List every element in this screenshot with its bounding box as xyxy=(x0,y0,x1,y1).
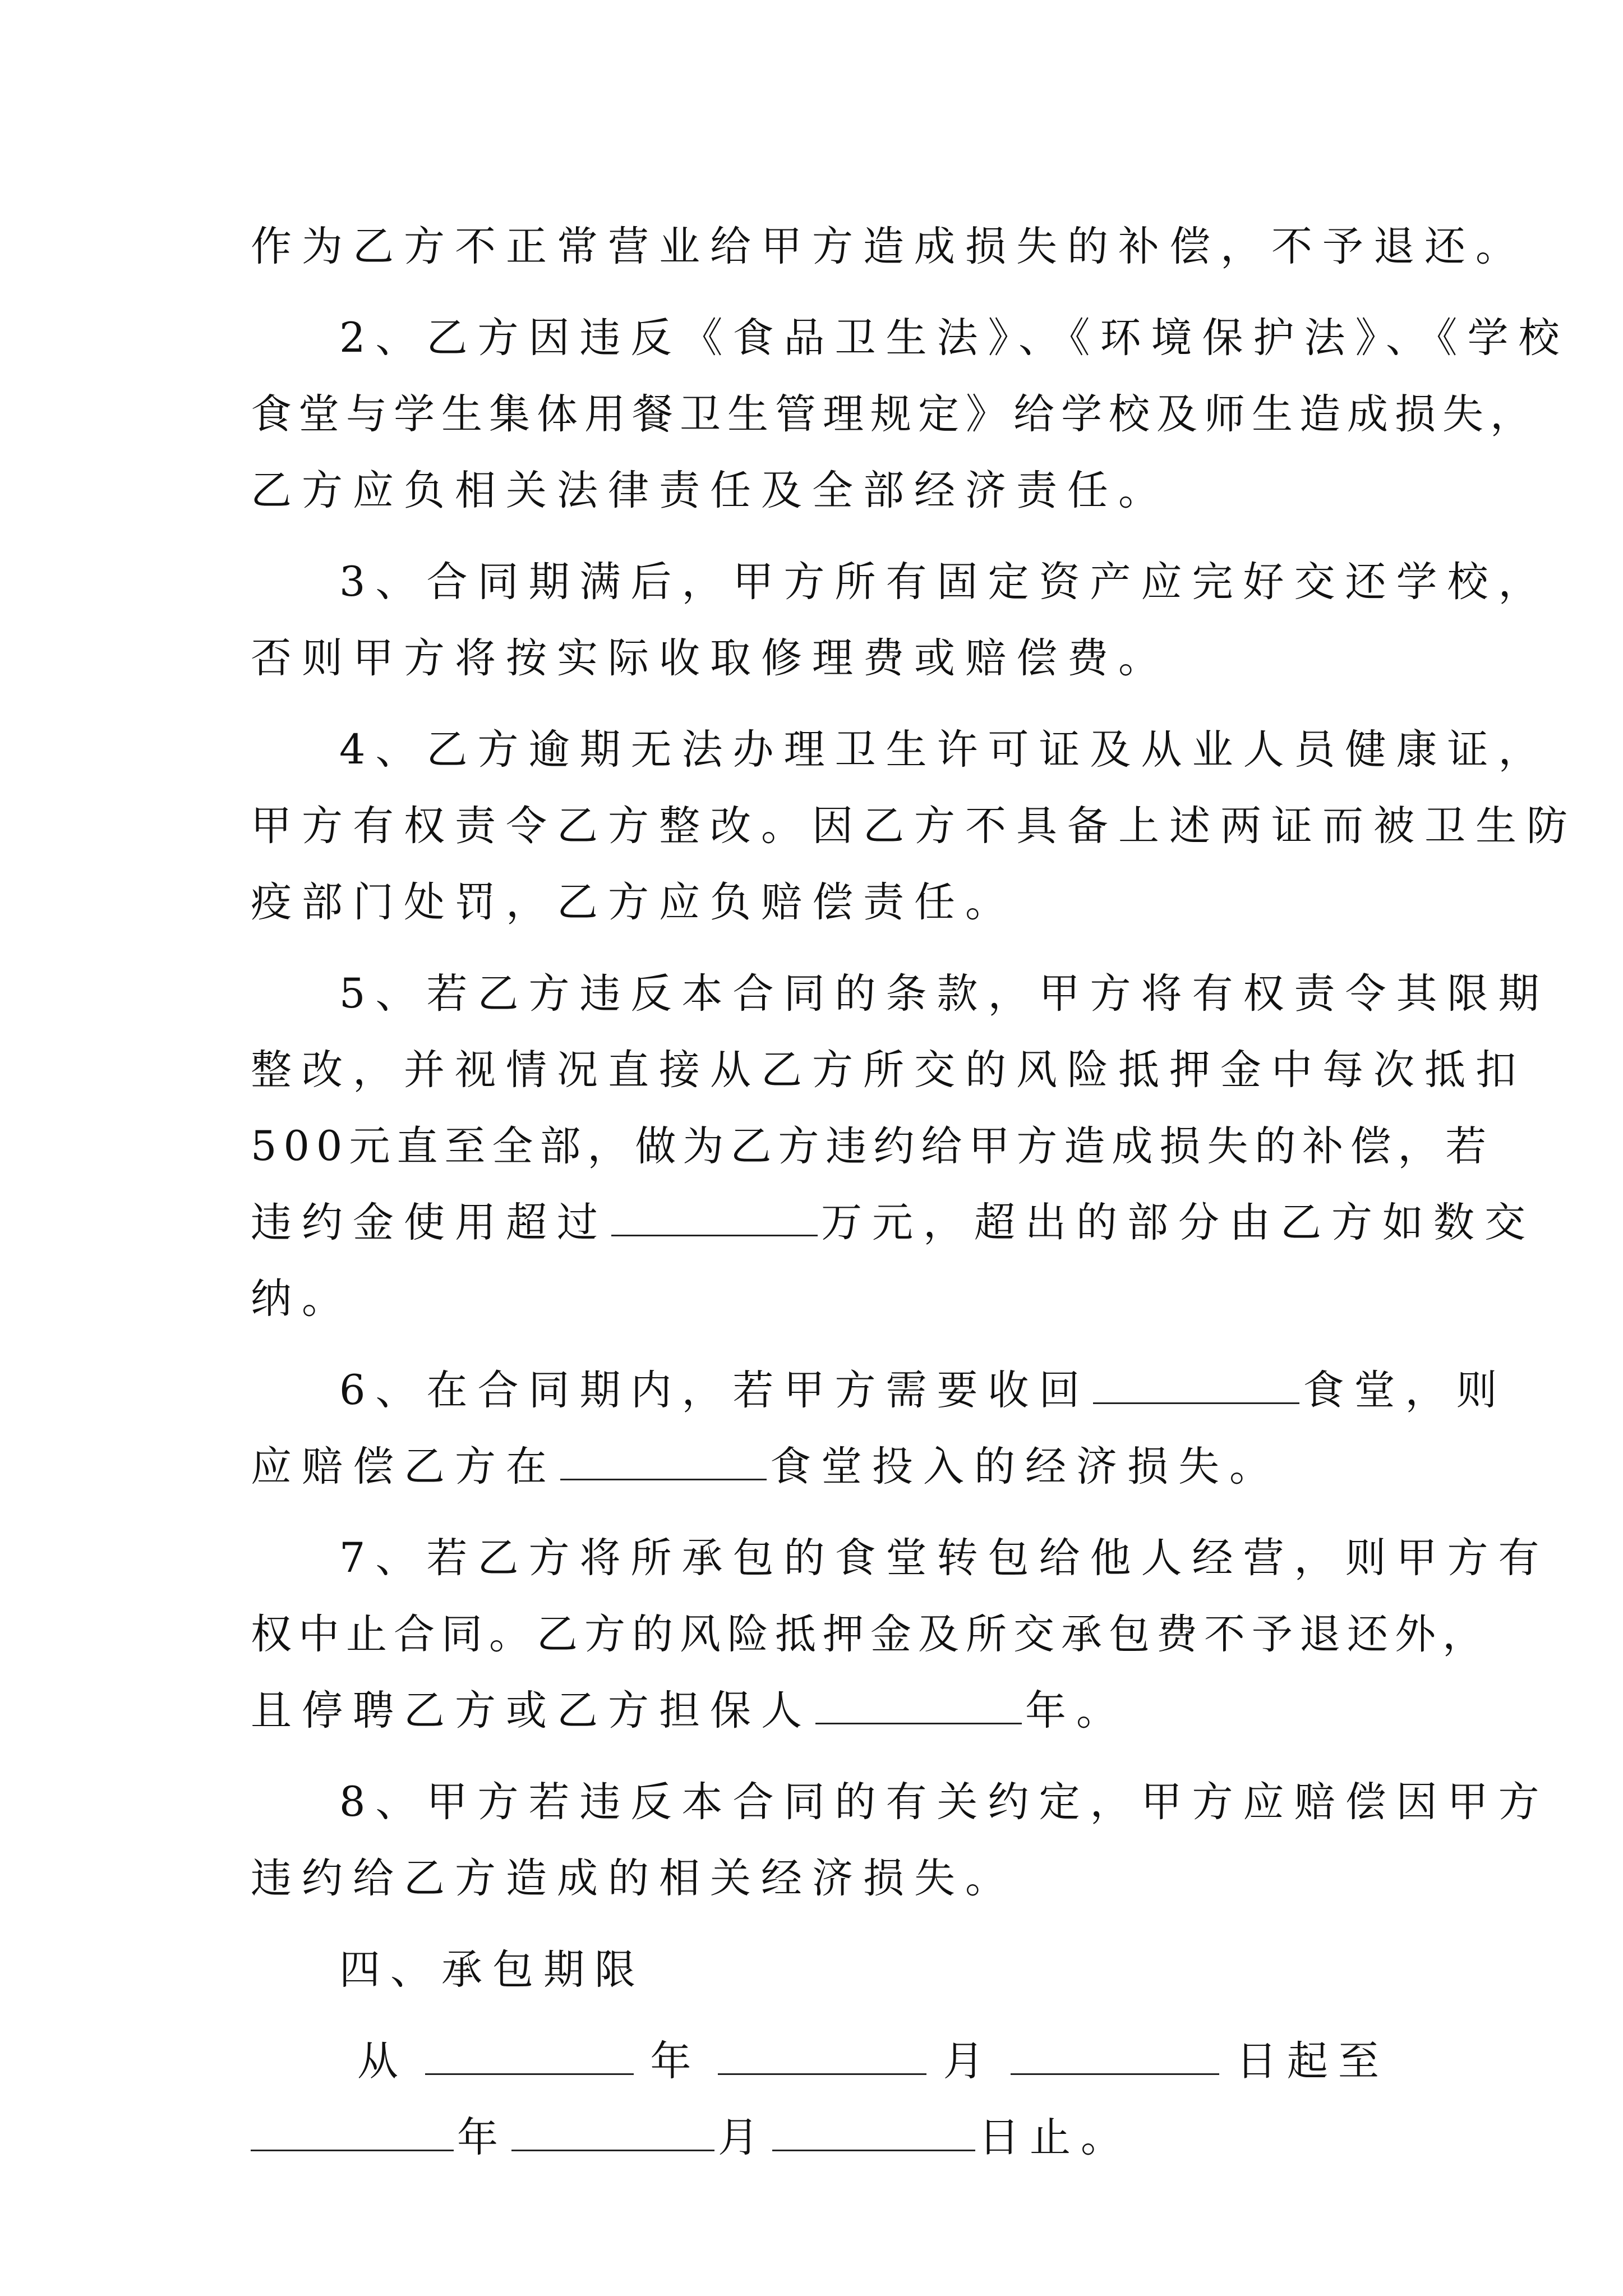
line-text: 万元，超出的部分由乙方如数交 xyxy=(821,1199,1536,1246)
clause-5-line-3 xyxy=(251,1108,1493,1185)
fill-in-blank xyxy=(611,1200,818,1236)
line-text: 乙方应负相关法律责任及全部经济责任。 xyxy=(251,467,1169,514)
fill-in-blank xyxy=(772,2115,975,2151)
text-line xyxy=(251,209,1527,285)
line-text: 日止。 xyxy=(979,2114,1132,2161)
line-text: 疫部门处罚，乙方应负赔偿责任。 xyxy=(251,878,1016,926)
clause-4-line-1 xyxy=(251,712,1550,788)
term-line-1 xyxy=(251,2023,1389,2100)
clause-8-line-2 xyxy=(251,1841,1389,1917)
line-text: 权中止合同。乙方的风险抵押金及所交承包费不予退还外， xyxy=(251,1611,1490,1658)
clause-2-line-1 xyxy=(251,300,1570,376)
line-text: 8、甲方若违反本合同的有关约定，甲方应赔偿因甲方 xyxy=(339,1778,1550,1826)
fill-in-blank xyxy=(718,2039,926,2075)
fill-in-blank xyxy=(425,2039,634,2075)
line-text: 年。 xyxy=(1025,1687,1127,1734)
line-text: 食堂，则 xyxy=(1303,1366,1507,1414)
line-text: 月 xyxy=(943,2037,994,2085)
clause-5-line-1 xyxy=(251,956,1550,1032)
line-text: 违约给乙方造成的相关经济损失。 xyxy=(251,1855,1016,1902)
line-text: 甲方有权责令乙方整改。因乙方不具备上述两证而被卫生防 xyxy=(251,802,1578,850)
clause-2-line-2 xyxy=(251,376,1538,453)
line-text: 违约金使用超过 xyxy=(251,1199,608,1246)
clause-7-line-2 xyxy=(251,1596,1490,1673)
line-text: 年 xyxy=(650,2037,702,2085)
line-text: 从 xyxy=(357,2037,408,2085)
fill-in-blank xyxy=(251,2115,454,2151)
clause-3-line-2 xyxy=(251,620,1389,697)
line-text: 整改，并视情况直接从乙方所交的风险抵押金中每次抵扣 xyxy=(251,1046,1527,1094)
section-title: 四、承包期限 xyxy=(339,1946,645,1994)
line-text: 2、乙方因违反《食品卫生法》、《环境保护法》、《学校 xyxy=(339,314,1570,362)
fill-in-blank xyxy=(560,1444,767,1480)
section-heading xyxy=(251,1932,1389,2008)
line-text: 否则甲方将按实际收取修理费或赔偿费。 xyxy=(251,634,1169,682)
line-text: 应赔偿乙方在 xyxy=(251,1443,557,1490)
line-text: 5、若乙方违反本合同的条款，甲方将有权责令其限期 xyxy=(339,970,1550,1018)
line-text: 作为乙方不正常营业给甲方造成损失的补偿，不予退还。 xyxy=(251,223,1527,270)
line-text: 纳。 xyxy=(251,1275,353,1323)
term-line-2 xyxy=(251,2100,1389,2176)
fill-in-blank xyxy=(815,1688,1022,1724)
line-text: 食堂投入的经济损失。 xyxy=(770,1443,1280,1490)
clause-7-line-1 xyxy=(251,1520,1550,1596)
clause-6-line-2 xyxy=(251,1429,1389,1505)
fill-in-blank xyxy=(1093,1368,1299,1404)
clause-4-line-3 xyxy=(251,864,1389,941)
line-text: 年 xyxy=(457,2114,508,2161)
line-text: 500元直至全部，做为乙方违约给甲方造成损失的补偿，若 xyxy=(251,1122,1493,1170)
clause-8-line-1 xyxy=(251,1764,1550,1841)
fill-in-blank xyxy=(1011,2039,1219,2075)
clause-4-line-2 xyxy=(251,788,1578,864)
clause-5-line-5 xyxy=(251,1261,1389,1337)
clause-3-line-1 xyxy=(251,544,1550,620)
clause-6-line-1 xyxy=(251,1352,1507,1429)
fill-in-blank xyxy=(511,2115,714,2151)
clause-5-line-4 xyxy=(251,1185,1536,1261)
line-text: 4、乙方逾期无法办理卫生许可证及从业人员健康证， xyxy=(339,726,1550,774)
line-text: 7、若乙方将所承包的食堂转包给他人经营，则甲方有 xyxy=(339,1534,1550,1582)
line-text: 日起至 xyxy=(1235,2037,1389,2085)
line-text: 月 xyxy=(718,2114,769,2161)
clause-2-line-3 xyxy=(251,453,1389,529)
clause-7-line-3 xyxy=(251,1673,1389,1749)
document-body xyxy=(251,209,1578,2176)
line-text: 食堂与学生集体用餐卫生管理规定》给学校及师生造成损失， xyxy=(251,390,1538,438)
clause-5-line-2 xyxy=(251,1032,1527,1108)
line-text: 3、合同期满后，甲方所有固定资产应完好交还学校， xyxy=(339,558,1550,606)
line-text: 6、在合同期内，若甲方需要收回 xyxy=(339,1366,1090,1414)
line-text: 且停聘乙方或乙方担保人 xyxy=(251,1687,812,1734)
